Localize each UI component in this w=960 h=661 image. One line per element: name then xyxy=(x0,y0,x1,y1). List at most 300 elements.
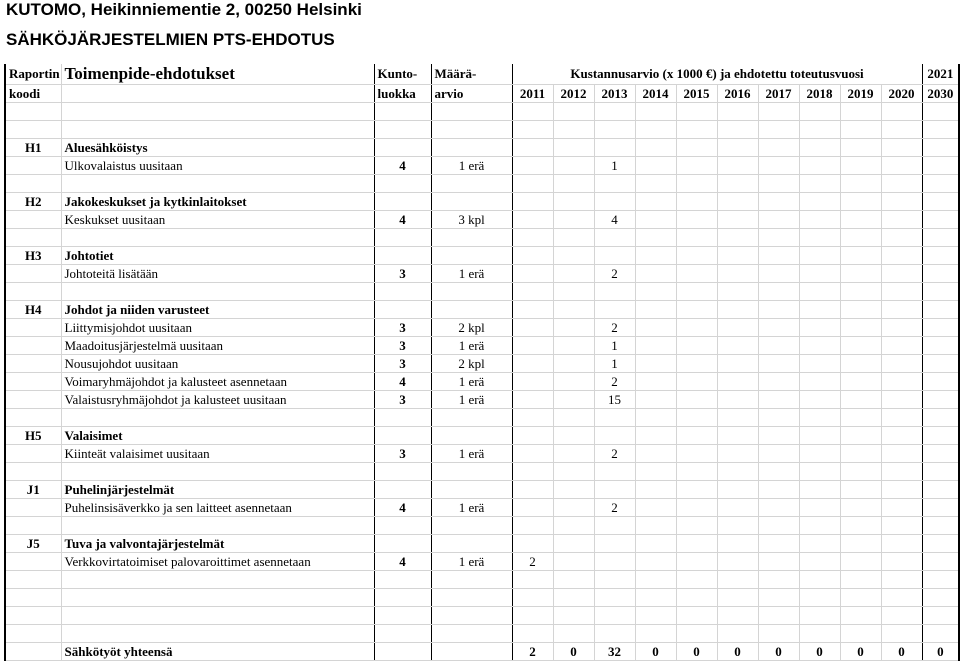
year-value xyxy=(717,391,758,409)
year-cell xyxy=(922,517,959,535)
year-value xyxy=(758,319,799,337)
year-cell xyxy=(594,535,635,553)
year-cell xyxy=(881,463,922,481)
cell xyxy=(5,571,61,589)
cell xyxy=(61,283,374,301)
year-cell xyxy=(717,193,758,211)
year-value xyxy=(922,319,959,337)
section-row xyxy=(5,481,959,499)
year-value xyxy=(717,211,758,229)
year-value xyxy=(676,265,717,283)
section-row xyxy=(5,193,959,211)
year-cell xyxy=(922,625,959,643)
year-header: 2017 xyxy=(758,85,799,103)
year-cell xyxy=(881,103,922,121)
cell xyxy=(374,427,431,445)
total-value: 0 xyxy=(840,643,881,661)
year-cell xyxy=(553,607,594,625)
year-cell xyxy=(594,139,635,157)
cell xyxy=(5,103,61,121)
year-cell xyxy=(635,283,676,301)
year-header: 2019 xyxy=(840,85,881,103)
year-cell xyxy=(512,301,553,319)
year-value xyxy=(553,445,594,463)
item-kunto: 3 xyxy=(374,391,431,409)
year-cell xyxy=(799,589,840,607)
year-value xyxy=(922,391,959,409)
item-text: Maadoitusjärjestelmä uusitaan xyxy=(61,337,374,355)
empty-row xyxy=(5,571,959,589)
year-cell xyxy=(512,139,553,157)
year-value xyxy=(881,337,922,355)
year-cell xyxy=(881,535,922,553)
year-cell xyxy=(717,247,758,265)
year-cell xyxy=(553,121,594,139)
year-cell xyxy=(840,175,881,193)
year-cell xyxy=(553,463,594,481)
year-value xyxy=(840,373,881,391)
year-value xyxy=(799,445,840,463)
year-cell xyxy=(840,103,881,121)
year-value xyxy=(512,499,553,517)
total-value: 0 xyxy=(922,643,959,661)
year-value xyxy=(512,355,553,373)
year-value xyxy=(553,157,594,175)
year-cell xyxy=(799,175,840,193)
year-cell xyxy=(717,427,758,445)
year-cell xyxy=(676,175,717,193)
year-value xyxy=(922,355,959,373)
section-title: Puhelinjärjestelmät xyxy=(61,481,374,499)
year-value xyxy=(922,265,959,283)
cell xyxy=(374,175,431,193)
cell xyxy=(5,373,61,391)
cell xyxy=(431,193,512,211)
section-row xyxy=(5,301,959,319)
year-cell xyxy=(840,283,881,301)
year-cell xyxy=(594,409,635,427)
item-row xyxy=(5,337,959,355)
year-cell xyxy=(594,481,635,499)
cell xyxy=(5,553,61,571)
empty-row xyxy=(5,625,959,643)
year-value: 15 xyxy=(594,391,635,409)
year-cell xyxy=(553,517,594,535)
year-value xyxy=(717,499,758,517)
year-cell xyxy=(594,175,635,193)
year-value xyxy=(635,445,676,463)
year-value xyxy=(676,157,717,175)
cell xyxy=(61,589,374,607)
empty-row xyxy=(5,175,959,193)
year-cell xyxy=(922,571,959,589)
year-value xyxy=(840,355,881,373)
year-value: 2 xyxy=(594,499,635,517)
year-cell xyxy=(799,247,840,265)
cell xyxy=(374,301,431,319)
year-cell xyxy=(676,283,717,301)
year-cell xyxy=(676,139,717,157)
year-cell xyxy=(717,301,758,319)
year-cell xyxy=(799,517,840,535)
year-cell xyxy=(635,193,676,211)
item-kunto: 3 xyxy=(374,319,431,337)
cell xyxy=(5,265,61,283)
cell xyxy=(5,157,61,175)
section-code: H5 xyxy=(5,427,61,445)
cell xyxy=(5,499,61,517)
year-cell xyxy=(799,409,840,427)
year-value xyxy=(717,373,758,391)
year-cell xyxy=(799,625,840,643)
cell xyxy=(431,535,512,553)
year-cell xyxy=(922,229,959,247)
cell xyxy=(5,355,61,373)
year-cell xyxy=(676,409,717,427)
cell xyxy=(61,103,374,121)
year-cell xyxy=(512,535,553,553)
year-value xyxy=(758,373,799,391)
year-value xyxy=(635,337,676,355)
year-value xyxy=(512,391,553,409)
year-cell xyxy=(922,589,959,607)
section-code: H2 xyxy=(5,193,61,211)
item-kunto: 4 xyxy=(374,157,431,175)
cell xyxy=(5,607,61,625)
total-label: Sähkötyöt yhteensä xyxy=(61,643,374,661)
year-value xyxy=(635,355,676,373)
year-cell xyxy=(676,625,717,643)
cell xyxy=(374,643,431,661)
year-cell xyxy=(799,481,840,499)
total-value: 0 xyxy=(799,643,840,661)
cell xyxy=(5,445,61,463)
total-row xyxy=(5,643,959,661)
year-header: 2011 xyxy=(512,85,553,103)
year-value xyxy=(635,391,676,409)
year-cell xyxy=(881,571,922,589)
cell xyxy=(374,517,431,535)
year-cell xyxy=(717,481,758,499)
year-cell xyxy=(758,571,799,589)
item-text: Liittymisjohdot uusitaan xyxy=(61,319,374,337)
year-cell xyxy=(594,193,635,211)
cell xyxy=(5,121,61,139)
year-cell xyxy=(553,301,594,319)
year-cell xyxy=(922,535,959,553)
item-kunto: 3 xyxy=(374,337,431,355)
year-cell xyxy=(635,427,676,445)
year-value xyxy=(635,319,676,337)
year-cell xyxy=(922,139,959,157)
cell xyxy=(5,211,61,229)
col-maara: Määrä- xyxy=(431,64,512,85)
year-header: 2015 xyxy=(676,85,717,103)
year-cell xyxy=(553,103,594,121)
section-title: Johtotiet xyxy=(61,247,374,265)
year-value: 2 xyxy=(594,319,635,337)
year-value xyxy=(553,319,594,337)
year-value: 2 xyxy=(594,265,635,283)
year-header: 2013 xyxy=(594,85,635,103)
year-cell xyxy=(717,535,758,553)
year-cell xyxy=(635,463,676,481)
report-title: KUTOMO, Heikinniementie 2, 00250 Helsinki xyxy=(6,0,362,19)
cell xyxy=(431,427,512,445)
year-cell xyxy=(758,517,799,535)
year-cell xyxy=(840,121,881,139)
year-cell xyxy=(635,625,676,643)
year-value xyxy=(717,337,758,355)
cell xyxy=(61,607,374,625)
year-value xyxy=(799,337,840,355)
year-value xyxy=(553,337,594,355)
year-cell xyxy=(717,139,758,157)
year-cell xyxy=(553,535,594,553)
item-text: Valaistusryhmäjohdot ja kalusteet uusitaan xyxy=(61,391,374,409)
year-value xyxy=(512,319,553,337)
year-value xyxy=(594,553,635,571)
year-cell xyxy=(717,625,758,643)
cell xyxy=(61,571,374,589)
year-value xyxy=(635,553,676,571)
cell xyxy=(431,571,512,589)
year-cell xyxy=(594,247,635,265)
cell xyxy=(5,643,61,661)
year-value xyxy=(881,499,922,517)
year-cell xyxy=(881,607,922,625)
year-value xyxy=(799,391,840,409)
empty-row xyxy=(5,517,959,535)
year-cell xyxy=(553,409,594,427)
year-value xyxy=(881,265,922,283)
item-text: Nousujohdot uusitaan xyxy=(61,355,374,373)
year-cell xyxy=(758,175,799,193)
year-cell xyxy=(840,607,881,625)
year-value xyxy=(676,355,717,373)
total-value: 32 xyxy=(594,643,635,661)
year-cell xyxy=(512,121,553,139)
item-maara: 3 kpl xyxy=(431,211,512,229)
year-cell xyxy=(594,103,635,121)
year-cell xyxy=(594,427,635,445)
cell xyxy=(374,139,431,157)
item-maara: 1 erä xyxy=(431,265,512,283)
cell xyxy=(374,463,431,481)
item-text: Kiinteät valaisimet uusitaan xyxy=(61,445,374,463)
report-subtitle: SÄHKÖJÄRJESTELMIEN PTS-EHDOTUS xyxy=(6,30,335,49)
year-cell xyxy=(881,229,922,247)
year-cell xyxy=(676,535,717,553)
year-cell xyxy=(717,283,758,301)
section-title: Tuva ja valvontajärjestelmät xyxy=(61,535,374,553)
year-value: 1 xyxy=(594,157,635,175)
year-value xyxy=(758,211,799,229)
section-title: Johdot ja niiden varusteet xyxy=(61,301,374,319)
year-cell xyxy=(922,301,959,319)
year-cell xyxy=(840,535,881,553)
year-value xyxy=(512,211,553,229)
header-row-2 xyxy=(5,85,959,103)
cell xyxy=(5,283,61,301)
year-value xyxy=(553,373,594,391)
year-cell xyxy=(512,607,553,625)
year-cell xyxy=(635,409,676,427)
cell xyxy=(374,193,431,211)
year-value xyxy=(758,157,799,175)
year-value xyxy=(676,499,717,517)
year-cell xyxy=(717,121,758,139)
year-cell xyxy=(512,481,553,499)
year-cell xyxy=(922,481,959,499)
year-value xyxy=(922,337,959,355)
year-cell xyxy=(717,607,758,625)
col-blank xyxy=(61,85,374,103)
year-cell xyxy=(881,247,922,265)
year-header: 2020 xyxy=(881,85,922,103)
cell xyxy=(61,175,374,193)
year-value xyxy=(717,553,758,571)
year-cell xyxy=(553,193,594,211)
year-cell xyxy=(922,463,959,481)
year-cell xyxy=(676,121,717,139)
item-row xyxy=(5,265,959,283)
total-value: 0 xyxy=(717,643,758,661)
year-cell xyxy=(840,589,881,607)
year-cell xyxy=(840,409,881,427)
year-cell xyxy=(799,607,840,625)
section-code: J1 xyxy=(5,481,61,499)
year-value xyxy=(881,391,922,409)
cell xyxy=(374,607,431,625)
cell xyxy=(374,103,431,121)
year-cell xyxy=(840,229,881,247)
year-value xyxy=(553,211,594,229)
year-cell xyxy=(553,139,594,157)
item-maara: 2 kpl xyxy=(431,319,512,337)
cell xyxy=(374,247,431,265)
year-cell xyxy=(594,121,635,139)
year-cell xyxy=(758,193,799,211)
year-value xyxy=(676,391,717,409)
total-value: 2 xyxy=(512,643,553,661)
year-cell xyxy=(922,247,959,265)
year-cell xyxy=(635,301,676,319)
item-kunto: 4 xyxy=(374,211,431,229)
year-value xyxy=(840,445,881,463)
cell xyxy=(61,121,374,139)
year-cell xyxy=(922,607,959,625)
year-cell xyxy=(553,481,594,499)
cell xyxy=(431,247,512,265)
year-value xyxy=(635,157,676,175)
year-cell xyxy=(881,517,922,535)
year-value xyxy=(840,319,881,337)
item-maara: 1 erä xyxy=(431,373,512,391)
year-cell xyxy=(799,229,840,247)
cell xyxy=(374,283,431,301)
item-kunto: 4 xyxy=(374,553,431,571)
cell xyxy=(5,463,61,481)
year-cell xyxy=(676,571,717,589)
year-cell xyxy=(881,121,922,139)
year-value xyxy=(717,445,758,463)
year-value xyxy=(635,265,676,283)
year-cell xyxy=(758,121,799,139)
year-cell xyxy=(881,193,922,211)
year-value xyxy=(676,211,717,229)
year-cell xyxy=(594,589,635,607)
year-cell xyxy=(840,247,881,265)
cell xyxy=(5,175,61,193)
cell xyxy=(374,481,431,499)
year-cell xyxy=(512,103,553,121)
empty-row xyxy=(5,121,959,139)
year-cell xyxy=(881,283,922,301)
year-value xyxy=(512,337,553,355)
year-cell xyxy=(676,517,717,535)
item-kunto: 4 xyxy=(374,373,431,391)
year-cell xyxy=(635,571,676,589)
year-cell xyxy=(881,175,922,193)
year-value xyxy=(553,499,594,517)
year-cell xyxy=(881,427,922,445)
col-cost-title: Kustannusarvio (x 1000 €) ja ehdotettu toteutusvuosi xyxy=(512,64,922,85)
year-value xyxy=(922,553,959,571)
cell xyxy=(5,319,61,337)
year-value xyxy=(799,355,840,373)
header-row-1 xyxy=(5,64,959,85)
cell xyxy=(431,589,512,607)
year-value xyxy=(881,445,922,463)
year-header: 2014 xyxy=(635,85,676,103)
year-cell xyxy=(635,139,676,157)
year-cell xyxy=(676,427,717,445)
year-value xyxy=(512,157,553,175)
year-value xyxy=(717,265,758,283)
cell xyxy=(5,589,61,607)
empty-row xyxy=(5,229,959,247)
year-cell xyxy=(635,481,676,499)
cell xyxy=(374,625,431,643)
total-value: 0 xyxy=(553,643,594,661)
year-cell xyxy=(799,283,840,301)
year-value xyxy=(922,211,959,229)
year-cell xyxy=(758,301,799,319)
section-title: Valaisimet xyxy=(61,427,374,445)
item-text: Verkkovirtatoimiset palovaroittimet asennetaan xyxy=(61,553,374,571)
year-value xyxy=(799,157,840,175)
year-cell xyxy=(881,589,922,607)
year-value xyxy=(840,265,881,283)
year-value xyxy=(840,499,881,517)
item-row xyxy=(5,373,959,391)
year-value xyxy=(799,319,840,337)
section-code: H1 xyxy=(5,139,61,157)
year-value xyxy=(840,553,881,571)
empty-row xyxy=(5,589,959,607)
year-cell xyxy=(635,607,676,625)
year-value xyxy=(676,445,717,463)
year-cell xyxy=(758,481,799,499)
year-cell xyxy=(635,247,676,265)
year-cell xyxy=(840,139,881,157)
cell xyxy=(431,607,512,625)
total-value: 0 xyxy=(758,643,799,661)
year-cell xyxy=(758,427,799,445)
year-cell xyxy=(512,409,553,427)
year-value xyxy=(922,445,959,463)
